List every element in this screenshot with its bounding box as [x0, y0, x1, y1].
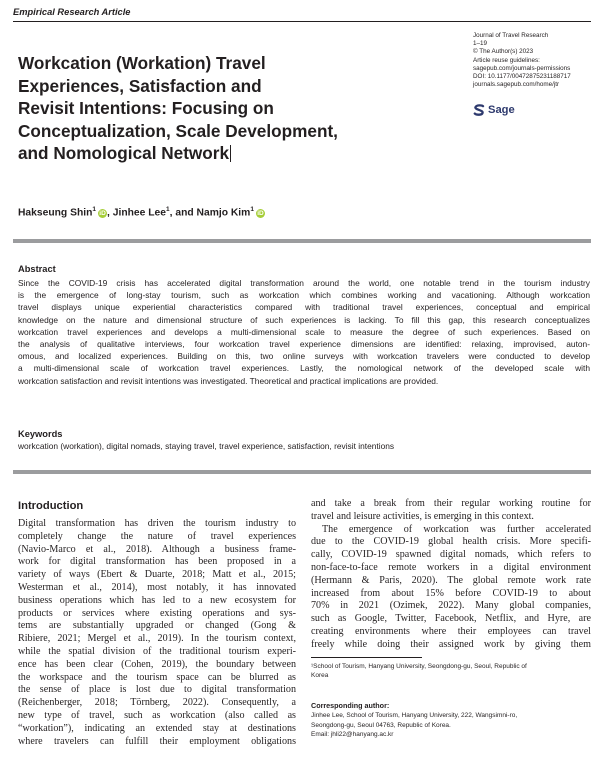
affiliation-note [311, 662, 591, 680]
footnote-rule [311, 657, 422, 658]
abstract-line: workcation satisfaction and revisit intentions was investigated. Theoretical and practical implications are provided. [18, 375, 439, 386]
text-cursor [230, 145, 231, 162]
article-type-label: Empirical Research Article [13, 7, 131, 17]
body-line: work for digital transformation has been proposed in a [18, 556, 296, 568]
body-line: non-face-to-face remote workers in a digital environment [311, 561, 591, 573]
affiliation-marker: 1 [92, 206, 97, 213]
body-line: Westerman et al., 2014), most notably, it has innovated [18, 581, 296, 593]
corresponding-line: Seongdong-gu, Seoul 04763, Republic of Korea. [311, 721, 451, 729]
author-name: Hakseung Shin [18, 207, 93, 219]
orcid-icon[interactable]: iD [257, 210, 264, 218]
abstract-line: knowledge on the nature and dimensional structure of such experiences is lacking. To fill this gap, this research conceptualizes [18, 314, 590, 325]
page-range: 1–19 [473, 40, 488, 48]
abstract-line: travel displays unique experiential characteristics compared with traditional travel experiences, conceptual and empirical [18, 302, 590, 313]
publisher-logo [473, 104, 515, 116]
body-line: variety of ways (Ebert & Duarte, 2018; Matt et al., 2015; [18, 569, 296, 581]
body-line: (Hermann & Paris, 2020). The global remote work rate [311, 574, 591, 586]
body-line: (Navio-Marco et al., 2018). Although a business frame- [18, 543, 296, 555]
journal-home-link[interactable]: journals.sagepub.com/home/jtr [473, 81, 560, 89]
body-line: The emergence of workcation was further accelerated [322, 523, 591, 535]
keywords-text: workcation (workation), digital nomads, staying travel, travel experience, satisfaction, revisit intentions [18, 441, 395, 451]
title-line-text: and Nomological Network [18, 143, 230, 164]
corresponding-email[interactable]: Email: jhli22@hanyang.ac.kr [311, 731, 394, 739]
author-list: Hakseung Shin$^1$iD, Jinhee Lee$^1$, and Namjo Kim$^1$iD [18, 206, 264, 219]
sage-logo-text: Sage [488, 104, 515, 116]
body-line: (Reichenberger, 2018; Törnberg, 2022). Consequently, a [18, 697, 296, 709]
body-line: tems are substantially upgraded or changed (Gong & [18, 620, 296, 632]
body-line: ence has been clear (Cohen, 2019), the boundary between [18, 658, 296, 670]
journal-meta [473, 32, 571, 89]
section-divider [13, 470, 591, 474]
abstract-line: workcation travel experiences and develops a multi-dimensional scale to measure the degree of such experiences. Based on [18, 326, 590, 337]
body-line: the workspace and the tourism space can be blurred as [18, 671, 296, 683]
body-line: increased from about 15% before COVID-19 to about [311, 587, 591, 599]
author-name: Namjo Kim [196, 207, 251, 219]
body-line: where travelers can fulfill their employment obligations [18, 735, 296, 747]
copyright-notice: © The Author(s) 2023 [473, 48, 534, 56]
keywords-heading: Keywords [18, 429, 63, 439]
title-line: Workcation (Workation) Travel [18, 53, 266, 73]
orcid-icon[interactable]: iD [99, 210, 106, 218]
introduction-heading: Introduction [18, 500, 84, 512]
author-name: Jinhee Lee [112, 207, 166, 219]
body-line: products or services where existing operations and sys- [18, 607, 296, 619]
sage-logo-icon [473, 104, 485, 116]
body-line: new type of travel, such as workcation (also called as [18, 709, 296, 721]
affiliation-marker: 1 [250, 206, 254, 213]
reuse-guidelines: Article reuse guidelines: [473, 56, 540, 64]
title-line: Experiences, Satisfaction and [18, 75, 262, 96]
body-line: and take a break from their regular working routine for [311, 498, 591, 509]
abstract-line: omous, and localized experiences. Building on this, two online surveys with workcation travelers were conducted to develop [18, 351, 590, 362]
affiliation-line: Korea [311, 672, 329, 679]
doi-link[interactable]: DOI: 10.1177/00472875231188717 [473, 73, 571, 81]
abstract-line: Since the COVID-19 crisis has accelerated digital transformation around the world, one notable trend in the tourism industry [18, 278, 590, 288]
affiliation-marker: 1 [165, 206, 170, 213]
abstract-line: a multi-dimensional scale of workcation travel experiences. Lastly, the nomological network of the developed scale with [18, 363, 590, 374]
body-line: the sense of place is lost due to digital transformation [18, 684, 296, 696]
header-rule [13, 21, 591, 22]
body-line: business operations which has led to a new ecosystem for [18, 594, 296, 606]
corresponding-line: Jinhee Lee, School of Tourism, Hanyang University, 222, Wangsimni-ro, [311, 712, 518, 719]
affiliation-line: ¹School of Tourism, Hanyang University, Seongdong-gu, Seoul, Republic of [311, 663, 527, 670]
body-line: due to the COVID-19 global health crisis. More specifi- [311, 536, 591, 548]
title-line: Conceptualization, Scale Development, [18, 120, 338, 141]
abstract-heading: Abstract [18, 264, 56, 274]
body-line: 70% in 2021 (Ozimek, 2022). Many global companies, [311, 600, 591, 612]
body-line: Digital transformation has driven the tourism industry to [18, 518, 296, 529]
body-line: cally, COVID-19 spawned digital nomads, which refers to [311, 549, 591, 561]
title-line-last [18, 142, 466, 165]
author-conjunction: and [175, 207, 194, 219]
body-line: such as Google, Twitter, Facebook, Netflix, and Hyre, are [311, 613, 591, 625]
body-column-right [311, 498, 591, 652]
body-line: creating environments where their employees can travel [311, 625, 591, 637]
abstract-line: is the emergence of long-stay tourism, such as workcation which combines working and vacationing. Although workcation [18, 290, 590, 301]
journal-name: Journal of Travel Research [473, 32, 549, 39]
title-line: Revisit Intentions: Focusing on [18, 98, 274, 119]
permissions-link[interactable]: sagepub.com/journals-permissions [473, 64, 571, 72]
body-line: travel and leisure activities, is emerging in this context. [311, 510, 534, 522]
body-column-left [18, 518, 296, 748]
abstract-line: the analysis of qualitative interviews, four workcation travel experience dimensions are identified: relaxing, improvised, auton- [18, 339, 590, 350]
body-line: while the spatial division of the traditional tourism experi- [18, 645, 296, 657]
corresponding-author-heading: Corresponding author: [311, 701, 390, 710]
abstract-text [18, 277, 590, 387]
body-line: freely while doing their assigned work by giving them [311, 638, 591, 650]
article-title [18, 52, 466, 165]
corresponding-author-details [311, 711, 517, 740]
body-line: completely change the nature of travel experiences [18, 530, 296, 542]
section-divider [13, 239, 591, 243]
body-line: “workation”), indicating an extended stay at destinations [18, 722, 296, 734]
body-line: Ribiere, 2021; Mergel et al., 2019). In the tourism context, [18, 633, 296, 645]
